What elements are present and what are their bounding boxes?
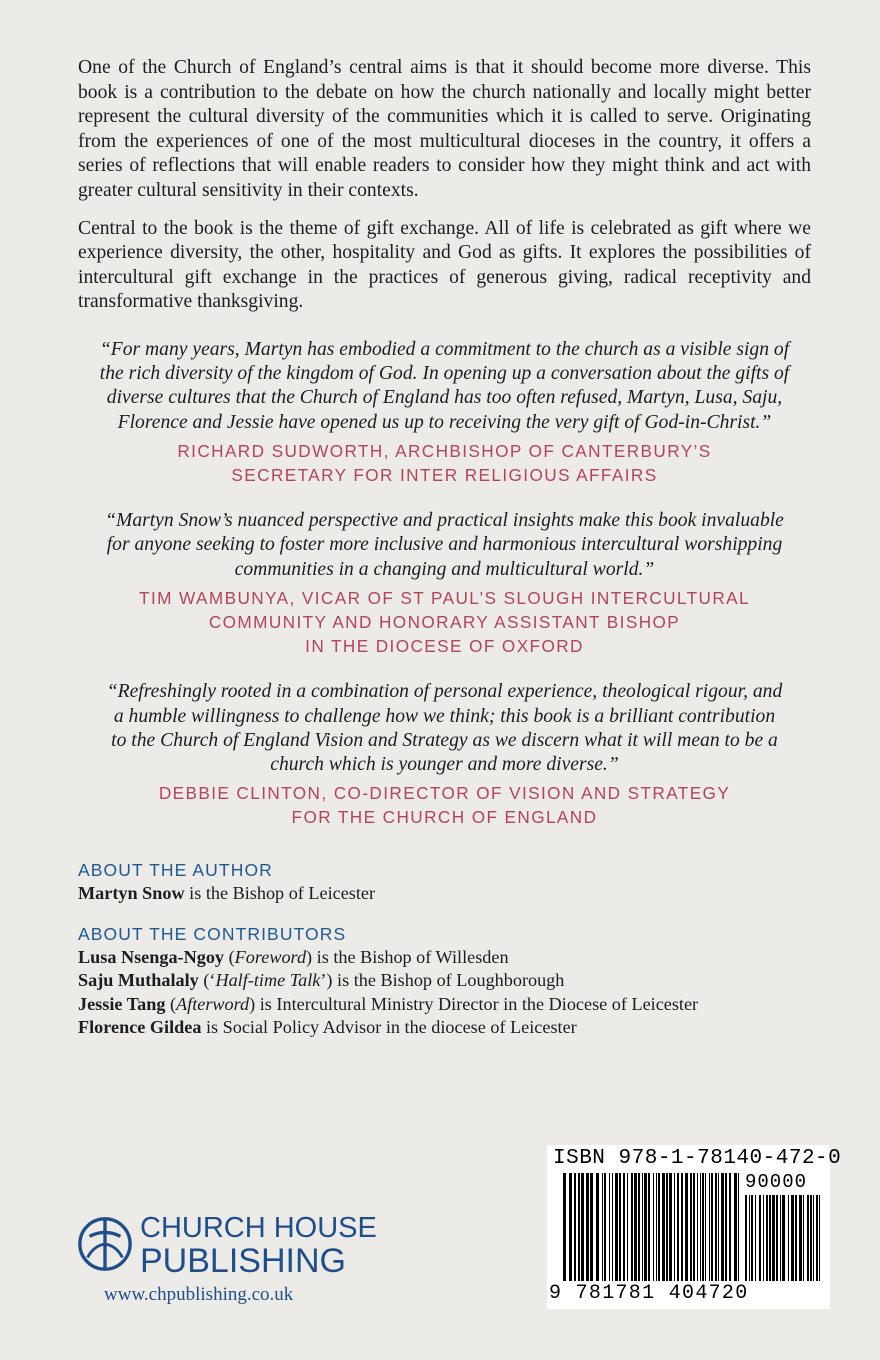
quote-line: for anyone seeking to foster more inclusive and harmonious intercultural worshipping [106, 534, 783, 556]
barcode-bar [677, 1173, 679, 1281]
endorsement-1 [78, 338, 811, 487]
barcode-bar [563, 1173, 566, 1281]
publisher-name-line1: CHURCH HOUSE [140, 1212, 377, 1244]
barcode-bar [685, 1173, 688, 1281]
barcode-bar [631, 1173, 633, 1281]
ean-digits: 9 781781 404720 [549, 1282, 749, 1305]
barcode-bar [725, 1173, 727, 1281]
barcode-bar [569, 1173, 572, 1281]
isbn-barcode [547, 1145, 842, 1309]
contributor-name: Florence Gildea [78, 1017, 202, 1038]
barcode-bar [638, 1173, 640, 1281]
contributor-role: Half-time Talk [215, 970, 321, 991]
contributor-line [78, 993, 811, 1016]
quote-line: the rich diversity of the kingdom of God. In opening up a conversation about the gifts of [99, 363, 790, 385]
attribution-line: TIM WAMBUNYA, VICAR OF ST PAUL’S SLOUGH INTERCULTURAL [139, 587, 750, 608]
barcode-bar [766, 1195, 768, 1281]
barcode-bar [759, 1195, 761, 1281]
quote-line: “Refreshingly rooted in a combination of personal experience, theological rigour, and [106, 681, 783, 703]
barcode-bar [653, 1173, 654, 1281]
barcode-bar [738, 1173, 739, 1281]
contributor-punct: ( [165, 993, 177, 1014]
barcode-bar [574, 1173, 576, 1281]
quote-line: Florence and Jessie have opened us up to receiving the very gift of God-in-Christ.” [117, 411, 772, 433]
barcode-bar [709, 1173, 710, 1281]
endorsement-3 [78, 680, 811, 829]
endorsement-attribution [78, 439, 811, 487]
barcode-bar [705, 1173, 706, 1281]
attribution-line: IN THE DIOCESE OF OXFORD [305, 636, 584, 657]
quote-line: communities in a changing and multicultural world.” [234, 558, 655, 580]
quote-line: to the Church of England Vision and Strategy as we discern what it will mean to be a [111, 729, 778, 751]
barcode-bar [658, 1173, 660, 1281]
barcode-bar [799, 1195, 802, 1281]
endorsement-attribution [78, 586, 811, 659]
contributor-punct: ( [224, 947, 235, 967]
contributor-description: ’) is the Bishop of Loughborough [320, 970, 565, 991]
attribution-line: FOR THE CHURCH OF ENGLAND [291, 807, 598, 828]
barcode-bar [810, 1195, 812, 1281]
about-contributors [78, 923, 811, 1040]
contributor-line [78, 946, 811, 969]
quote-line: diverse cultures that the Church of England has too often refused, Martyn, Lusa, Saju, [106, 387, 783, 409]
barcode-bar [578, 1173, 580, 1281]
barcode-bar [813, 1195, 814, 1281]
publisher-name-line2: PUBLISHING [140, 1242, 346, 1280]
barcode-bar [718, 1173, 719, 1281]
barcode-bar [807, 1195, 809, 1281]
barcode-bar [763, 1195, 764, 1281]
barcode-bar [656, 1173, 657, 1281]
barcode-bar [780, 1195, 781, 1281]
about-author-heading: ABOUT THE AUTHOR [78, 859, 273, 880]
attribution-line: COMMUNITY AND HONORARY ASSISTANT BISHOP [208, 611, 681, 632]
barcode-bar [734, 1173, 737, 1281]
barcode-bar [788, 1195, 789, 1281]
barcode-bar [674, 1173, 675, 1281]
price-code: 90000 [745, 1171, 808, 1193]
quote-line: “Martyn Snow’s nuanced perspective and practical insights make this book invaluable [105, 510, 784, 532]
description-paragraph-1: One of the Church of England’s central aims is that it should become more diverse. This book is a contribution to the debate on how the church nationally and locally might better represent the cultural diversity of the communities which it is called to serve. Originating from the experiences of one of the most multicultural dioceses in the country, it offers a series of reflections that will enable readers to consider how they might think and act with greater cultural sensitivity in their contexts. [78, 57, 811, 201]
contributor-role: Foreword [234, 947, 307, 967]
barcode-bar [581, 1173, 584, 1281]
barcode-bar [596, 1173, 599, 1281]
barcode-bar [803, 1195, 804, 1281]
barcode-bar [634, 1173, 637, 1281]
contributor-punct: (‘ [198, 970, 216, 991]
attribution-line: DEBBIE CLINTON, CO-DIRECTOR OF VISION AND STRATEGY [158, 783, 731, 804]
barcode-bar [604, 1173, 606, 1281]
contributor-role: Afterword [176, 993, 250, 1014]
barcode-bar [623, 1173, 625, 1281]
attribution-line: SECRETARY FOR INTER RELIGIOUS AFFAIRS [231, 464, 658, 485]
barcode-bar [772, 1195, 775, 1281]
quote-line: church which is younger and more diverse.” [270, 753, 619, 775]
endorsement-quote [78, 509, 811, 582]
barcode-bar [769, 1195, 771, 1281]
contributor-description: ) is the Bishop of Willesden [306, 947, 509, 967]
quote-line: “For many years, Martyn has embodied a commitment to the church as a visible sign of [99, 338, 790, 360]
barcode-bar [700, 1173, 701, 1281]
contributor-name: Lusa Nsenga-Ngoy [78, 947, 225, 967]
contributor-description: is Social Policy Advisor in the diocese of Leicester [201, 1017, 577, 1038]
barcode-bar [749, 1195, 750, 1281]
barcode-bar [702, 1173, 704, 1281]
contributor-description: ) is Intercultural Ministry Director in the Diocese of Leicester [249, 993, 699, 1014]
barcode-bar [697, 1173, 698, 1281]
barcode-bar [791, 1195, 794, 1281]
contributor-name: Jessie Tang [78, 993, 166, 1014]
barcode-bar [619, 1173, 621, 1281]
barcode-bar [755, 1195, 756, 1281]
addon-barcode-bars [745, 1195, 825, 1281]
barcode-bar [648, 1173, 650, 1281]
barcode-bar [693, 1173, 695, 1281]
barcode-bar [627, 1173, 628, 1281]
barcode-bar [782, 1195, 785, 1281]
about-author [78, 859, 811, 905]
author-line [78, 882, 811, 905]
publisher-logo [76, 1212, 376, 1282]
barcode-bar [666, 1173, 668, 1281]
barcode-bar [729, 1173, 731, 1281]
cross-circle-icon [76, 1215, 134, 1273]
endorsement-quote [78, 680, 811, 777]
barcode-bar [715, 1173, 717, 1281]
author-description: is the Bishop of Leicester [184, 882, 376, 903]
contributor-line [78, 1016, 811, 1039]
barcode-bar [669, 1173, 672, 1281]
barcode-bar [751, 1195, 753, 1281]
barcode-bar [721, 1173, 724, 1281]
description-paragraph-2: Central to the book is the theme of gift exchange. All of life is celebrated as gift where we experience diversity, the other, hospitality and God as gifts. It explores the possibilities of intercultural gift exchange in the practices of generous giving, radical receptivity and transformative thanksgiving. [78, 217, 811, 313]
attribution-line: RICHARD SUDWORTH, ARCHBISHOP OF CANTERBURY’S [177, 440, 712, 461]
quote-line: a humble willingness to challenge how we think; this book is a brilliant contribution [113, 705, 776, 727]
endorsement-2 [78, 509, 811, 658]
barcode-bar [642, 1173, 643, 1281]
endorsement-quote [78, 338, 811, 435]
contributor-name: Saju Muthalaly [78, 970, 199, 991]
barcode-bar [612, 1173, 613, 1281]
about-contributors-heading: ABOUT THE CONTRIBUTORS [78, 924, 347, 944]
isbn-text: ISBN 978-1-78140-472-0 [553, 1147, 842, 1170]
barcode-bar [662, 1173, 665, 1281]
barcode-bar [745, 1195, 747, 1281]
barcode-bar [644, 1173, 647, 1281]
barcode-bar [586, 1173, 589, 1281]
barcode-bar [776, 1195, 778, 1281]
barcode-bar [690, 1173, 692, 1281]
author-name: Martyn Snow [78, 882, 185, 903]
barcode-bar [615, 1173, 618, 1281]
barcode-bar [590, 1173, 593, 1281]
barcode-bar [681, 1173, 683, 1281]
barcode-bar [602, 1173, 603, 1281]
publisher-website[interactable]: www.chpublishing.co.uk [104, 1284, 294, 1305]
ean-barcode-bars [563, 1173, 741, 1281]
barcode-bar [819, 1195, 820, 1281]
contributor-line [78, 969, 811, 992]
barcode-bar [795, 1195, 797, 1281]
barcode-bar [711, 1173, 713, 1281]
back-cover-content [78, 56, 811, 1040]
barcode-bar [609, 1173, 610, 1281]
endorsement-attribution [78, 781, 811, 829]
barcode-bar [816, 1195, 818, 1281]
